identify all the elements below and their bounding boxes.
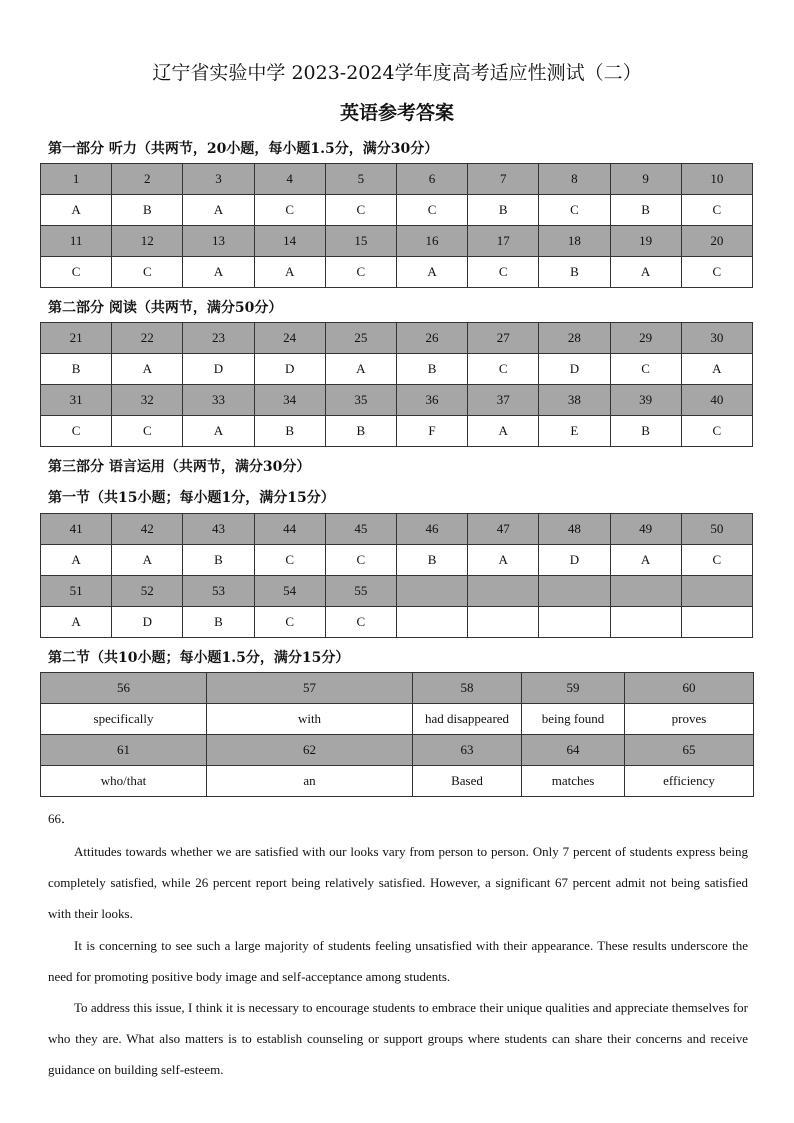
answer-cell	[681, 607, 752, 638]
question-number-cell: 31	[41, 385, 112, 416]
answer-cell: B	[112, 195, 183, 226]
question-number-cell: 44	[254, 514, 325, 545]
question-number-cell: 33	[183, 385, 254, 416]
question-number-cell: 50	[681, 514, 752, 545]
question-number-cell: 13	[183, 226, 254, 257]
question-number-cell: 56	[41, 673, 207, 704]
answer-cell: A	[468, 545, 539, 576]
question-number-cell: 49	[610, 514, 681, 545]
question-number-cell	[539, 576, 610, 607]
question-number-cell: 9	[610, 164, 681, 195]
answer-cell: specifically	[41, 704, 207, 735]
answer-cell: with	[207, 704, 413, 735]
question-number-cell: 10	[681, 164, 752, 195]
part3-section1-heading: 第一节（共15小题；每小题1分，满分15分）	[48, 490, 335, 506]
question-number-cell: 65	[625, 735, 754, 766]
question-number-row	[41, 226, 753, 257]
question-number-cell: 38	[539, 385, 610, 416]
question-number-cell: 59	[522, 673, 625, 704]
answer-cell: C	[681, 416, 752, 447]
answer-cell: B	[183, 545, 254, 576]
question-number-cell	[468, 576, 539, 607]
answer-cell: C	[681, 545, 752, 576]
part3-section2-answer-table	[40, 672, 754, 797]
question-number-cell: 64	[522, 735, 625, 766]
question-number-cell: 58	[413, 673, 522, 704]
question-number-cell: 22	[112, 323, 183, 354]
part3-section2-heading: 第二节（共10小题；每小题1.5分，满分15分）	[48, 650, 350, 666]
answer-cell: C	[539, 195, 610, 226]
question-number-row	[41, 576, 753, 607]
question-number-row	[41, 735, 754, 766]
answer-cell: A	[112, 545, 183, 576]
question-number-cell	[610, 576, 681, 607]
question-number-cell: 63	[413, 735, 522, 766]
question-number-cell: 55	[325, 576, 396, 607]
question-number-row	[41, 514, 753, 545]
question-number-cell: 41	[41, 514, 112, 545]
answer-cell: A	[41, 545, 112, 576]
question-number-cell: 54	[254, 576, 325, 607]
question-number-cell: 53	[183, 576, 254, 607]
answer-cell: C	[610, 354, 681, 385]
answer-cell: D	[254, 354, 325, 385]
answer-cell: efficiency	[625, 766, 754, 797]
answer-cell: B	[396, 545, 467, 576]
answer-cell: C	[112, 257, 183, 288]
question-number-cell: 40	[681, 385, 752, 416]
essay-paragraph: To address this issue, I think it is necessary to encourage students to embrace their unique qualities and appreciate themselves for who they are. What also matters is to establish counseling or support groups where students can share their concerns and receive guidance on building self-esteem.	[48, 1000, 748, 1078]
answer-cell: an	[207, 766, 413, 797]
question-number-cell: 37	[468, 385, 539, 416]
question-number-cell: 7	[468, 164, 539, 195]
question-number-cell: 20	[681, 226, 752, 257]
question-number-cell: 34	[254, 385, 325, 416]
question-number-cell	[396, 576, 467, 607]
question-number-cell: 24	[254, 323, 325, 354]
question-number-cell: 51	[41, 576, 112, 607]
answer-row	[41, 195, 753, 226]
answer-row	[41, 416, 753, 447]
question-number-cell: 4	[254, 164, 325, 195]
answer-cell: being found	[522, 704, 625, 735]
answer-cell: D	[112, 607, 183, 638]
answer-cell: matches	[522, 766, 625, 797]
question-number-cell: 14	[254, 226, 325, 257]
answer-row	[41, 354, 753, 385]
answer-row	[41, 607, 753, 638]
essay-paragraph: It is concerning to see such a large majority of students feeling unsatisfied with their appearance. These results underscore the need for promoting positive body image and self-acceptance among students.	[48, 937, 748, 984]
question-number-cell: 28	[539, 323, 610, 354]
document-subtitle: 英语参考答案	[339, 102, 454, 124]
answer-cell: proves	[625, 704, 754, 735]
part1-heading: 第一部分 听力（共两节，20小题，每小题1.5分，满分30分）	[48, 141, 439, 157]
answer-cell: A	[183, 257, 254, 288]
answer-cell	[396, 607, 467, 638]
answer-cell: C	[681, 195, 752, 226]
answer-row	[41, 257, 753, 288]
question-number-cell: 42	[112, 514, 183, 545]
question-number-cell: 43	[183, 514, 254, 545]
question-number-cell: 19	[610, 226, 681, 257]
question-number-cell: 57	[207, 673, 413, 704]
question-number-cell: 23	[183, 323, 254, 354]
answer-cell: C	[468, 257, 539, 288]
answer-cell: A	[325, 354, 396, 385]
answer-cell: C	[468, 354, 539, 385]
answer-cell: C	[681, 257, 752, 288]
question-number-cell: 30	[681, 323, 752, 354]
answer-cell: B	[610, 195, 681, 226]
answer-cell: D	[183, 354, 254, 385]
q66-label: 66．	[48, 811, 75, 826]
answer-cell: C	[112, 416, 183, 447]
answer-cell: B	[396, 354, 467, 385]
question-number-cell: 48	[539, 514, 610, 545]
answer-cell: A	[610, 257, 681, 288]
essay-paragraph: Attitudes towards whether we are satisfied with our looks vary from person to person. Only 7 percent of students express being completely satisfied, while 26 percent report being relatively satisfied. However, a significant 67 percent admit not being satisfied with their looks.	[48, 844, 748, 922]
answer-cell: C	[254, 607, 325, 638]
question-number-row	[41, 385, 753, 416]
question-number-cell: 18	[539, 226, 610, 257]
answer-cell: B	[610, 416, 681, 447]
answer-cell: who/that	[41, 766, 207, 797]
question-number-cell: 32	[112, 385, 183, 416]
question-number-cell: 39	[610, 385, 681, 416]
question-number-cell: 36	[396, 385, 467, 416]
document-title: 辽宁省实验中学 2023-2024学年度高考适应性测试（二）	[152, 62, 642, 84]
question-number-cell: 3	[183, 164, 254, 195]
question-number-cell: 15	[325, 226, 396, 257]
answer-cell: B	[254, 416, 325, 447]
question-number-cell: 5	[325, 164, 396, 195]
question-number-cell: 2	[112, 164, 183, 195]
question-number-cell: 16	[396, 226, 467, 257]
answer-cell: A	[254, 257, 325, 288]
answer-cell: F	[396, 416, 467, 447]
part2-answer-table	[40, 322, 753, 447]
question-number-cell: 27	[468, 323, 539, 354]
answer-cell: had disappeared	[413, 704, 522, 735]
answer-cell: A	[396, 257, 467, 288]
question-number-cell: 12	[112, 226, 183, 257]
answer-cell	[610, 607, 681, 638]
answer-cell: C	[325, 195, 396, 226]
answer-cell: A	[41, 195, 112, 226]
answer-cell: E	[539, 416, 610, 447]
question-number-cell: 29	[610, 323, 681, 354]
question-number-row	[41, 164, 753, 195]
question-number-cell: 60	[625, 673, 754, 704]
question-number-cell: 35	[325, 385, 396, 416]
answer-cell: C	[325, 257, 396, 288]
answer-row	[41, 545, 753, 576]
answer-cell: D	[539, 354, 610, 385]
part1-answer-table	[40, 163, 753, 288]
q66-essay	[48, 836, 748, 1086]
question-number-cell: 17	[468, 226, 539, 257]
answer-row	[41, 704, 754, 735]
answer-cell	[468, 607, 539, 638]
part3-section1-answer-table	[40, 513, 753, 638]
question-number-cell: 11	[41, 226, 112, 257]
question-number-cell: 26	[396, 323, 467, 354]
question-number-row	[41, 673, 754, 704]
answer-cell: A	[41, 607, 112, 638]
part2-heading: 第二部分 阅读（共两节，满分50分）	[48, 300, 283, 316]
answer-row	[41, 766, 754, 797]
answer-cell	[539, 607, 610, 638]
answer-cell: B	[325, 416, 396, 447]
answer-cell: C	[41, 257, 112, 288]
question-number-cell: 62	[207, 735, 413, 766]
answer-cell: A	[112, 354, 183, 385]
part3-heading: 第三部分 语言运用（共两节，满分30分）	[48, 459, 311, 475]
answer-cell: B	[468, 195, 539, 226]
answer-cell: C	[325, 545, 396, 576]
answer-cell: C	[396, 195, 467, 226]
question-number-cell: 52	[112, 576, 183, 607]
question-number-cell: 25	[325, 323, 396, 354]
answer-cell: D	[539, 545, 610, 576]
question-number-cell: 61	[41, 735, 207, 766]
answer-cell: B	[539, 257, 610, 288]
question-number-row	[41, 323, 753, 354]
answer-cell: A	[681, 354, 752, 385]
answer-cell: A	[610, 545, 681, 576]
question-number-cell: 45	[325, 514, 396, 545]
answer-cell: A	[183, 416, 254, 447]
answer-cell: A	[183, 195, 254, 226]
answer-cell: B	[41, 354, 112, 385]
answer-cell: C	[254, 545, 325, 576]
answer-cell: C	[41, 416, 112, 447]
question-number-cell	[681, 576, 752, 607]
answer-cell: C	[325, 607, 396, 638]
question-number-cell: 21	[41, 323, 112, 354]
answer-cell: B	[183, 607, 254, 638]
question-number-cell: 8	[539, 164, 610, 195]
answer-cell: C	[254, 195, 325, 226]
question-number-cell: 6	[396, 164, 467, 195]
answer-cell: Based	[413, 766, 522, 797]
question-number-cell: 47	[468, 514, 539, 545]
question-number-cell: 1	[41, 164, 112, 195]
question-number-cell: 46	[396, 514, 467, 545]
answer-cell: A	[468, 416, 539, 447]
